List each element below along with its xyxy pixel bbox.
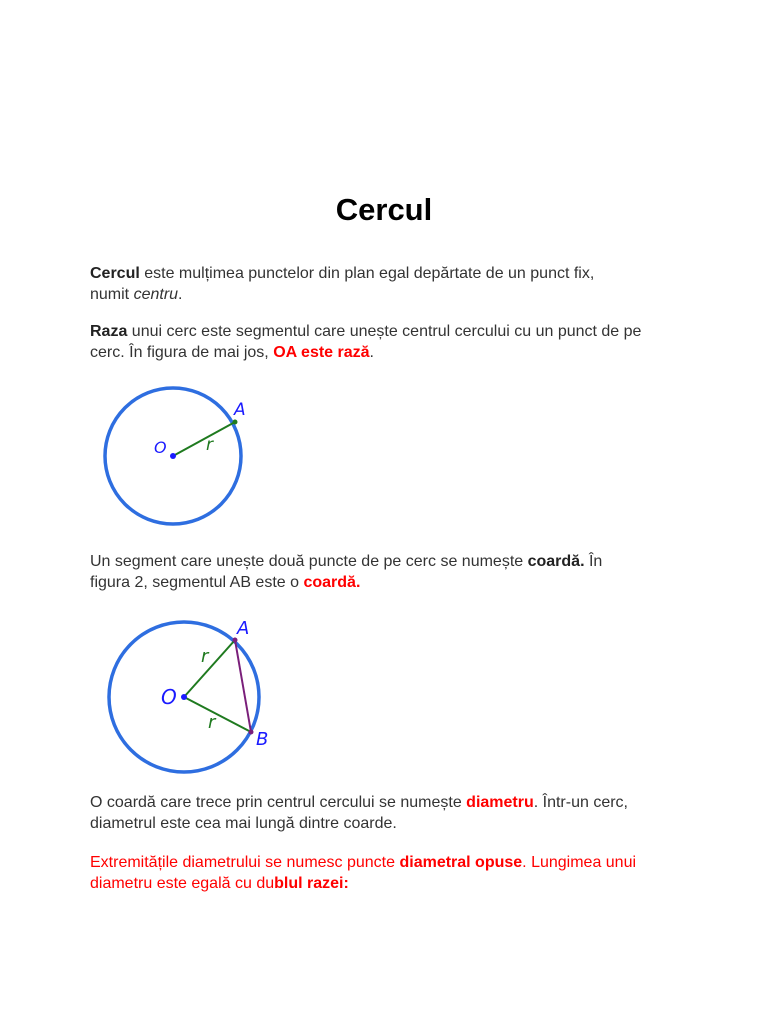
radius-ob <box>184 697 251 732</box>
text: În <box>584 553 603 570</box>
label-r-ob: r <box>208 712 216 733</box>
term-diametru: diametru <box>466 794 534 811</box>
label-r-oa: r <box>201 646 209 667</box>
highlight-coarda: coardă. <box>303 574 361 591</box>
paragraph-diametral-opuse <box>90 852 690 894</box>
label-b: B <box>256 729 269 750</box>
text: Un segment care unește două puncte de pe cerc se numește <box>90 553 528 570</box>
point-b <box>249 730 254 735</box>
text: figura 2, segmentul AB este o <box>90 574 304 591</box>
text: diametru este egală cu du <box>90 875 275 892</box>
page-title: Cercul <box>335 192 433 227</box>
figure-chord <box>90 612 290 782</box>
paragraph-coarda-definition <box>90 551 690 593</box>
figure-radius <box>90 385 260 535</box>
point-a <box>233 420 238 425</box>
label-a: A <box>237 618 250 639</box>
text: . <box>369 344 374 361</box>
center-point <box>181 694 187 700</box>
text: Extremitățile diametrului se numesc puncte <box>90 854 400 871</box>
text: . Într-un cerc, <box>533 794 628 811</box>
term-cercul: Cercul <box>90 265 140 282</box>
paragraph-raza-definition <box>90 321 690 363</box>
label-r: r <box>206 435 213 455</box>
text: unui cerc este segmentul care unește centrul cercului cu un punct de pe <box>127 323 642 340</box>
term-raza: Raza <box>90 323 128 340</box>
center-point <box>170 453 176 459</box>
highlight-oa-raza: OA este rază <box>273 344 370 361</box>
term-dublul-razei: blul razei: <box>274 875 349 892</box>
label-a: A <box>234 400 246 420</box>
text: cerc. În figura de mai jos, <box>90 344 274 361</box>
label-o: O <box>161 685 177 709</box>
text: . Lungimea unui <box>522 854 637 871</box>
radius-oa <box>184 640 235 697</box>
term-coarda: coardă. <box>527 553 585 570</box>
chord-ab <box>235 640 251 732</box>
term-centru: centru <box>133 286 179 303</box>
text: O coardă care trece prin centrul cercului se numește <box>90 794 467 811</box>
paragraph-diametru-definition <box>90 792 690 834</box>
text: . <box>178 286 183 303</box>
term-diametral-opuse: diametral opuse <box>399 854 523 871</box>
label-o: O <box>154 438 167 457</box>
text: diametrul este cea mai lungă dintre coarde. <box>90 815 397 832</box>
text: este mulțimea punctelor din plan egal depărtate de un punct fix, <box>139 265 595 282</box>
paragraph-cercul-definition <box>90 263 690 305</box>
radius-segment <box>173 422 235 456</box>
chord-diagram <box>90 612 290 782</box>
text: numit <box>90 286 134 303</box>
